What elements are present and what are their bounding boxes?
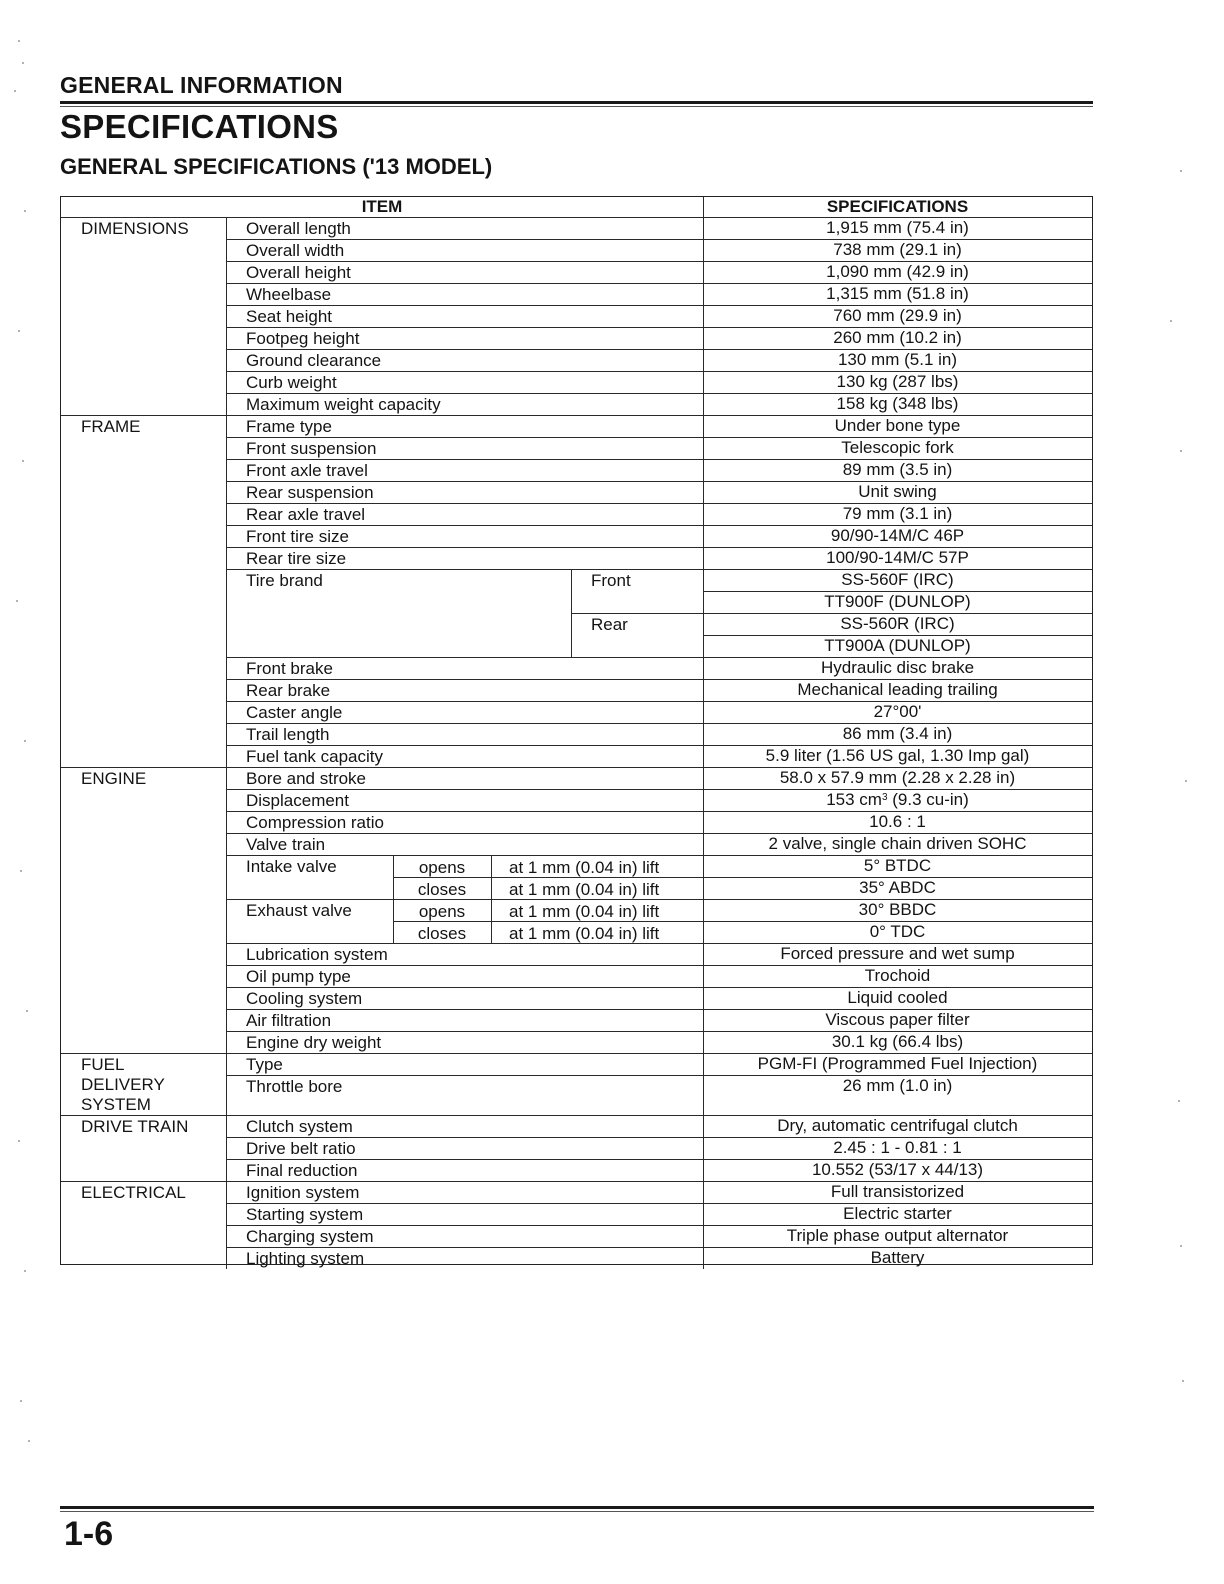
spec-value: 90/90-14M/C 46P: [830, 526, 965, 545]
item-label: Curb weight: [246, 373, 337, 392]
scan-speck: [1185, 780, 1187, 782]
spec-value: TT900F (DUNLOP): [824, 592, 971, 611]
valve-sub-divider: [393, 855, 394, 943]
spec-value: Triple phase output alternator: [786, 1226, 1009, 1245]
spec-value: 27°00': [873, 702, 922, 721]
spec-value: SS-560R (IRC): [840, 614, 955, 633]
item-label: Throttle bore: [246, 1077, 343, 1096]
spec-value: Liquid cooled: [847, 988, 948, 1007]
scan-speck: [1170, 320, 1172, 322]
item-label: Air filtration: [246, 1011, 332, 1030]
category-divider: [61, 1053, 226, 1054]
tire-sub-divider: [571, 569, 572, 657]
scan-speck: [1182, 1380, 1184, 1382]
category-label: DRIVE TRAIN: [81, 1117, 189, 1136]
spec-value: 1,090 mm (42.9 in): [826, 262, 969, 281]
spec-value: SS-560F (IRC): [841, 570, 954, 589]
item-label: Engine dry weight: [246, 1033, 382, 1052]
item-label: Seat height: [246, 307, 333, 326]
item-label: Tire brand: [246, 571, 323, 590]
item-label: Ground clearance: [246, 351, 382, 370]
spec-value: Unit swing: [858, 482, 937, 501]
valve-event-label: closes: [417, 880, 467, 899]
spec-value: Full transistorized: [830, 1182, 965, 1201]
footer-rule-thin: [60, 1511, 1094, 1512]
column-header-specifications: SPECIFICATIONS: [826, 197, 969, 216]
scan-speck: [24, 1270, 26, 1272]
spec-value: 58.0 x 57.9 mm (2.28 x 2.28 in): [779, 768, 1016, 787]
spec-value: Electric starter: [843, 1204, 952, 1223]
item-label: Clutch system: [246, 1117, 353, 1136]
item-label: Footpeg height: [246, 329, 360, 348]
item-label: Front tire size: [246, 527, 349, 546]
scan-speck: [18, 330, 20, 332]
scan-speck: [16, 600, 18, 602]
category-label: FRAME: [81, 417, 141, 436]
spec-value: 100/90-14M/C 57P: [826, 548, 969, 567]
category-label: FUEL DELIVERY SYSTEM: [81, 1055, 165, 1114]
item-sub-label: Front: [591, 571, 631, 590]
spec-value: 260 mm (10.2 in): [833, 328, 962, 347]
category-divider: [61, 415, 226, 416]
item-label: Rear tire size: [246, 549, 347, 568]
item-label: Overall width: [246, 241, 345, 260]
spec-value: 89 mm (3.5 in): [842, 460, 953, 479]
item-label: Rear suspension: [246, 483, 374, 502]
header-rule: [60, 101, 1093, 104]
item-label: Intake valve: [246, 857, 337, 876]
item-label: Final reduction: [246, 1161, 358, 1180]
valve-lift-label: at 1 mm (0.04 in) lift: [509, 924, 660, 943]
item-label: Exhaust valve: [246, 901, 352, 920]
spec-value: Under bone type: [834, 416, 961, 435]
valve-event-label: closes: [417, 924, 467, 943]
page-title: SPECIFICATIONS: [60, 108, 339, 145]
item-label: Drive belt ratio: [246, 1139, 356, 1158]
spec-value: [703, 790, 1092, 810]
scan-speck: [1178, 1100, 1180, 1102]
item-label: Maximum weight capacity: [246, 395, 441, 414]
specifications-table: [60, 196, 1093, 1268]
spec-value: 2.45 : 1 - 0.81 : 1: [833, 1138, 962, 1157]
category-label: ELECTRICAL: [81, 1183, 186, 1202]
spec-value: Trochoid: [864, 966, 931, 985]
spec-value: 5.9 liter (1.56 US gal, 1.30 Imp gal): [765, 746, 1030, 765]
scan-speck: [20, 1400, 22, 1402]
scan-speck: [1180, 170, 1182, 172]
spec-value: 30° BBDC: [858, 900, 937, 919]
spec-value: 30.1 kg (66.4 lbs): [831, 1032, 964, 1051]
spec-value: PGM-FI (Programmed Fuel Injection): [757, 1054, 1038, 1073]
item-label: Cooling system: [246, 989, 363, 1008]
spec-value: 738 mm (29.1 in): [833, 240, 962, 259]
item-label: Ignition system: [246, 1183, 360, 1202]
item-label: Front suspension: [246, 439, 377, 458]
valve-event-label: opens: [418, 858, 466, 877]
item-label: Compression ratio: [246, 813, 384, 832]
page-number: 1-6: [64, 1515, 114, 1553]
scan-speck: [28, 1440, 30, 1442]
spec-value: 1,315 mm (51.8 in): [826, 284, 969, 303]
item-label: Overall length: [246, 219, 351, 238]
valve-lift-label: at 1 mm (0.04 in) lift: [509, 902, 660, 921]
spec-value: 760 mm (29.9 in): [833, 306, 962, 325]
item-label: Lighting system: [246, 1249, 365, 1268]
item-label: Valve train: [246, 835, 326, 854]
item-label: Front axle travel: [246, 461, 368, 480]
item-label: Starting system: [246, 1205, 364, 1224]
spec-value: Hydraulic disc brake: [820, 658, 975, 677]
category-divider: [61, 1115, 226, 1116]
item-label: Oil pump type: [246, 967, 351, 986]
item-label: Front brake: [246, 659, 333, 678]
category-label: ENGINE: [81, 769, 147, 788]
page-subtitle: GENERAL SPECIFICATIONS ('13 MODEL): [60, 154, 493, 179]
item-label: Trail length: [246, 725, 330, 744]
item-label: Charging system: [246, 1227, 374, 1246]
item-label: Frame type: [246, 417, 332, 436]
item-sub-label: Rear: [591, 615, 628, 634]
item-label: Displacement: [246, 791, 349, 810]
spec-value: Battery: [870, 1248, 925, 1267]
spec-value: 158 kg (348 lbs): [836, 394, 959, 413]
scan-speck: [22, 460, 24, 462]
valve-lift-label: at 1 mm (0.04 in) lift: [509, 858, 660, 877]
valve-lift-label: at 1 mm (0.04 in) lift: [509, 880, 660, 899]
column-header-item: ITEM: [361, 197, 403, 216]
scan-speck: [18, 40, 20, 42]
spec-value: 10.6 : 1: [869, 812, 926, 831]
spec-value: 35° ABDC: [859, 878, 936, 897]
scan-speck: [26, 1010, 28, 1012]
scan-speck: [20, 870, 22, 872]
spec-value-main: 153 cm: [826, 790, 882, 809]
scan-speck: [1180, 1245, 1182, 1247]
spec-value: Dry, automatic centrifugal clutch: [777, 1116, 1018, 1135]
header-rule-thin: [60, 106, 1093, 107]
valve-event-label: opens: [418, 902, 466, 921]
scan-speck: [14, 90, 16, 92]
scan-speck: [18, 1140, 20, 1142]
valve-lift-divider: [491, 855, 492, 943]
category-divider: [61, 767, 226, 768]
spec-value: 5° BTDC: [863, 856, 932, 875]
spec-value: 26 mm (1.0 in): [842, 1076, 953, 1095]
scan-speck: [1180, 450, 1182, 452]
spec-value-superscript: 3: [881, 792, 888, 803]
scan-speck: [24, 740, 26, 742]
item-label: Rear axle travel: [246, 505, 366, 524]
item-label: Overall height: [246, 263, 351, 282]
spec-value: 130 kg (287 lbs): [836, 372, 959, 391]
scan-speck: [24, 210, 26, 212]
item-label: Rear brake: [246, 681, 331, 700]
spec-value: 79 mm (3.1 in): [842, 504, 953, 523]
category-column-divider: [226, 217, 227, 1269]
spec-value: 10.552 (53/17 x 44/13): [811, 1160, 984, 1179]
item-label: Bore and stroke: [246, 769, 367, 788]
item-label: Caster angle: [246, 703, 343, 722]
spec-value: 0° TDC: [869, 922, 926, 941]
section-heading: GENERAL INFORMATION: [60, 72, 343, 98]
spec-value-tail: (9.3 cu-in): [887, 790, 969, 809]
item-label: Fuel tank capacity: [246, 747, 384, 766]
spec-value: 130 mm (5.1 in): [837, 350, 958, 369]
spec-value: Forced pressure and wet sump: [780, 944, 1015, 963]
spec-value: 1,915 mm (75.4 in): [826, 218, 969, 237]
spec-value: Telescopic fork: [841, 438, 954, 457]
footer-rule: [60, 1506, 1094, 1509]
scan-speck: [22, 62, 24, 64]
item-label: Wheelbase: [246, 285, 332, 304]
spec-value: Mechanical leading trailing: [797, 680, 998, 699]
item-label: Type: [246, 1055, 283, 1074]
spec-value: Viscous paper filter: [825, 1010, 970, 1029]
spec-value: 86 mm (3.4 in): [842, 724, 953, 743]
category-divider: [61, 1181, 226, 1182]
spec-value: TT900A (DUNLOP): [824, 636, 971, 655]
category-label: DIMENSIONS: [81, 219, 189, 238]
item-label: Lubrication system: [246, 945, 388, 964]
spec-value: 2 valve, single chain driven SOHC: [768, 834, 1027, 853]
